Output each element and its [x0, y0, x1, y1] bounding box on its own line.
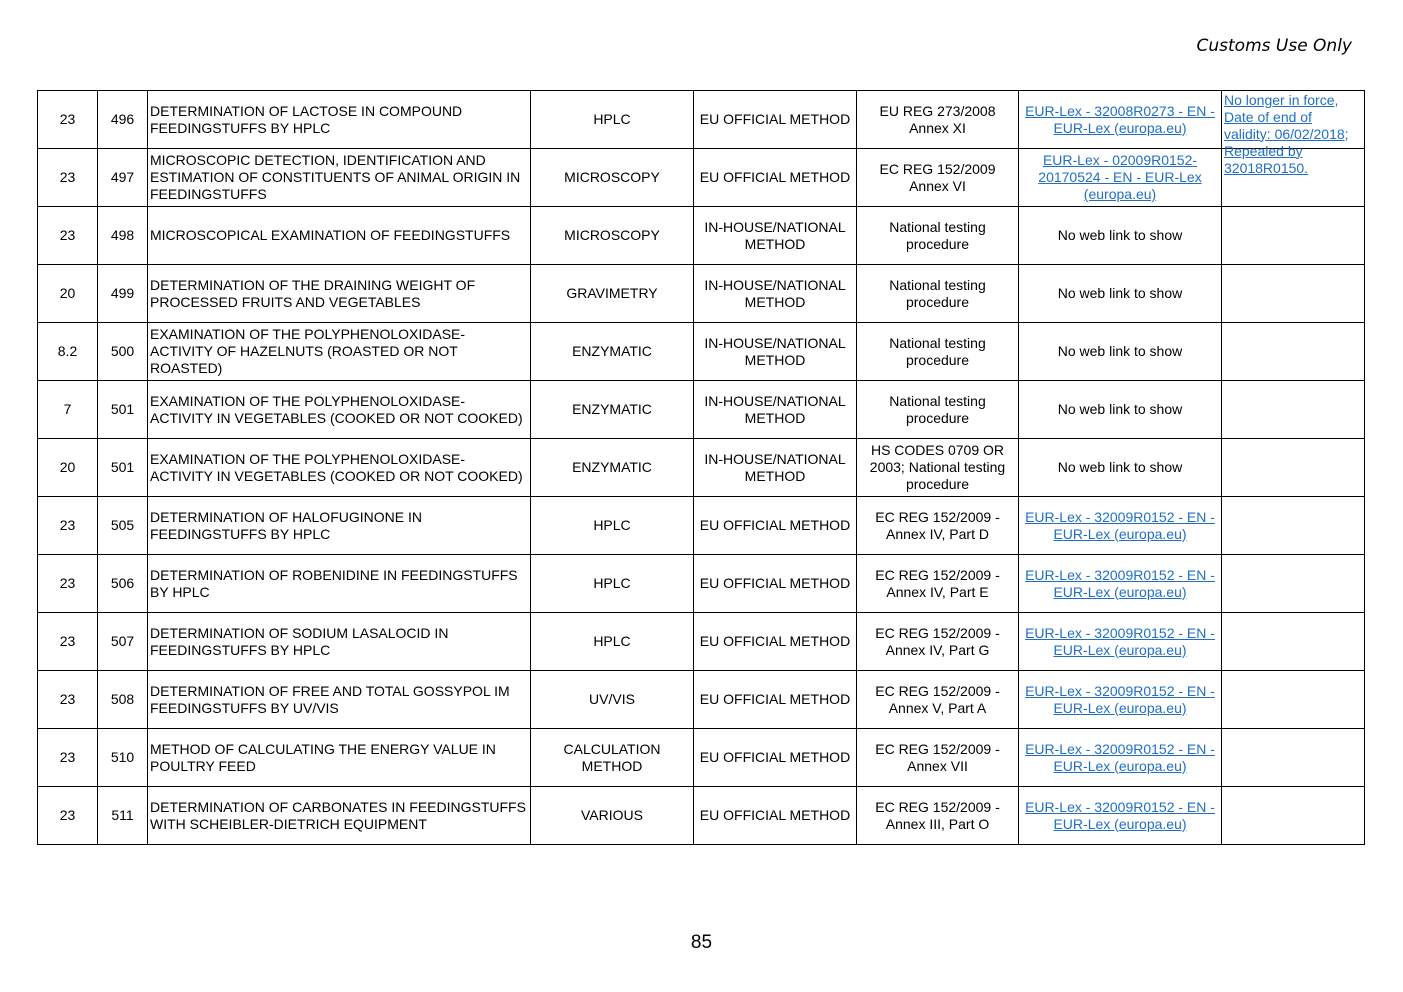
technique-cell: VARIOUS	[531, 787, 694, 845]
method-type-cell: IN-HOUSE/NATIONAL METHOD	[694, 323, 857, 381]
method-number-cell: 510	[98, 729, 148, 787]
method-number-cell: 506	[98, 555, 148, 613]
eur-lex-link[interactable]: EUR-Lex - 32009R0152 - EN - EUR-Lex (europa.eu)	[1025, 798, 1215, 832]
method-number-cell: 501	[98, 381, 148, 439]
table-row	[38, 207, 1365, 265]
technique-cell: ENZYMATIC	[531, 439, 694, 497]
table-row	[38, 265, 1365, 323]
method-number-cell: 508	[98, 671, 148, 729]
method-type-cell: EU OFFICIAL METHOD	[694, 497, 857, 555]
technique-cell: MICROSCOPY	[531, 207, 694, 265]
no-link-text: No web link to show	[1057, 343, 1183, 359]
no-link-text: No web link to show	[1057, 401, 1183, 417]
note-cell	[1222, 497, 1365, 555]
method-number-cell: 499	[98, 265, 148, 323]
description-cell: DETERMINATION OF CARBONATES IN FEEDINGSTUFFS WITH SCHEIBLER-DIETRICH EQUIPMENT	[148, 787, 531, 845]
web-link-cell	[1019, 381, 1222, 439]
chapter-cell: 23	[38, 671, 98, 729]
description-cell: DETERMINATION OF LACTOSE IN COMPOUND FEEDINGSTUFFS BY HPLC	[148, 91, 531, 149]
chapter-cell: 20	[38, 439, 98, 497]
web-link-cell[interactable]	[1019, 91, 1222, 149]
web-link-cell[interactable]	[1019, 555, 1222, 613]
note-cell	[1222, 555, 1365, 613]
chapter-cell: 23	[38, 149, 98, 207]
eur-lex-link[interactable]: EUR-Lex - 32009R0152 - EN - EUR-Lex (europa.eu)	[1025, 508, 1215, 542]
reference-cell: EC REG 152/2009 - Annex IV, Part G	[857, 613, 1019, 671]
note-cell	[1222, 439, 1365, 497]
chapter-cell: 7	[38, 381, 98, 439]
table-row	[38, 555, 1365, 613]
reference-cell: National testing procedure	[857, 265, 1019, 323]
page-number: 85	[690, 932, 713, 953]
method-type-cell: IN-HOUSE/NATIONAL METHOD	[694, 381, 857, 439]
web-link-cell[interactable]	[1019, 671, 1222, 729]
eur-lex-link[interactable]: EUR-Lex - 32009R0152 - EN - EUR-Lex (europa.eu)	[1025, 624, 1215, 658]
note-cell	[1222, 207, 1365, 265]
technique-cell: HPLC	[531, 555, 694, 613]
note-cell	[1222, 323, 1365, 381]
reference-cell: National testing procedure	[857, 323, 1019, 381]
web-link-cell	[1019, 323, 1222, 381]
method-type-cell: IN-HOUSE/NATIONAL METHOD	[694, 207, 857, 265]
technique-cell: CALCULATION METHOD	[531, 729, 694, 787]
chapter-cell: 23	[38, 207, 98, 265]
table-row	[38, 671, 1365, 729]
description-cell: DETERMINATION OF HALOFUGINONE IN FEEDINGSTUFFS BY HPLC	[148, 497, 531, 555]
reference-cell: EC REG 152/2009 Annex VI	[857, 149, 1019, 207]
technique-cell: MICROSCOPY	[531, 149, 694, 207]
reference-cell: National testing procedure	[857, 207, 1019, 265]
table-row	[38, 787, 1365, 845]
description-cell: EXAMINATION OF THE POLYPHENOLOXIDASE-ACTIVITY OF HAZELNUTS (ROASTED OR NOT ROASTED)	[148, 323, 531, 381]
chapter-cell: 23	[38, 497, 98, 555]
description-cell: DETERMINATION OF THE DRAINING WEIGHT OF PROCESSED FRUITS AND VEGETABLES	[148, 265, 531, 323]
table-row	[38, 613, 1365, 671]
reference-cell: EC REG 152/2009 - Annex IV, Part E	[857, 555, 1019, 613]
no-link-text: No web link to show	[1057, 459, 1183, 475]
table-row	[38, 323, 1365, 381]
eur-lex-link[interactable]: EUR-Lex - 32009R0152 - EN - EUR-Lex (europa.eu)	[1025, 682, 1215, 716]
description-cell: MICROSCOPICAL EXAMINATION OF FEEDINGSTUFFS	[148, 207, 531, 265]
methods-table-body	[38, 91, 1365, 845]
eur-lex-link[interactable]: EUR-Lex - 32008R0273 - EN - EUR-Lex (europa.eu)	[1025, 102, 1215, 136]
reference-cell: EC REG 152/2009 - Annex V, Part A	[857, 671, 1019, 729]
method-type-cell: EU OFFICIAL METHOD	[694, 91, 857, 149]
web-link-cell[interactable]	[1019, 497, 1222, 555]
reference-cell: National testing procedure	[857, 381, 1019, 439]
table-row	[38, 439, 1365, 497]
method-number-cell: 500	[98, 323, 148, 381]
table-row	[38, 497, 1365, 555]
table-row	[38, 729, 1365, 787]
methods-table	[37, 90, 1365, 845]
validity-note-link[interactable]: No longer in force, Date of end of validity: 06/02/2018; Repealed by 32018R0150.	[1224, 91, 1349, 176]
description-cell: DETERMINATION OF FREE AND TOTAL GOSSYPOL IM FEEDINGSTUFFS BY UV/VIS	[148, 671, 531, 729]
note-cell	[1222, 729, 1365, 787]
chapter-cell: 23	[38, 613, 98, 671]
method-type-cell: EU OFFICIAL METHOD	[694, 671, 857, 729]
technique-cell: HPLC	[531, 91, 694, 149]
chapter-cell: 23	[38, 91, 98, 149]
web-link-cell	[1019, 207, 1222, 265]
chapter-cell: 20	[38, 265, 98, 323]
method-number-cell: 507	[98, 613, 148, 671]
method-number-cell: 498	[98, 207, 148, 265]
reference-cell: EC REG 152/2009 - Annex VII	[857, 729, 1019, 787]
chapter-cell: 23	[38, 787, 98, 845]
table-row	[38, 149, 1365, 207]
note-cell	[1222, 671, 1365, 729]
method-type-cell: EU OFFICIAL METHOD	[694, 729, 857, 787]
method-type-cell: EU OFFICIAL METHOD	[694, 555, 857, 613]
table-row	[38, 381, 1365, 439]
description-cell: METHOD OF CALCULATING THE ENERGY VALUE IN POULTRY FEED	[148, 729, 531, 787]
method-type-cell: IN-HOUSE/NATIONAL METHOD	[694, 439, 857, 497]
eur-lex-link[interactable]: EUR-Lex - 32009R0152 - EN - EUR-Lex (europa.eu)	[1025, 566, 1215, 600]
description-cell: MICROSCOPIC DETECTION, IDENTIFICATION AND ESTIMATION OF CONSTITUENTS OF ANIMAL ORIGIN IN FEEDINGSTUFFS	[148, 149, 531, 207]
web-link-cell[interactable]	[1019, 729, 1222, 787]
description-cell: DETERMINATION OF ROBENIDINE IN FEEDINGSTUFFS BY HPLC	[148, 555, 531, 613]
technique-cell: HPLC	[531, 497, 694, 555]
web-link-cell	[1019, 439, 1222, 497]
reference-cell: EU REG 273/2008 Annex XI	[857, 91, 1019, 149]
chapter-cell: 23	[38, 729, 98, 787]
note-cell	[1222, 613, 1365, 671]
no-link-text: No web link to show	[1057, 285, 1183, 301]
method-type-cell: EU OFFICIAL METHOD	[694, 149, 857, 207]
description-cell: EXAMINATION OF THE POLYPHENOLOXIDASE-ACTIVITY IN VEGETABLES (COOKED OR NOT COOKED)	[148, 439, 531, 497]
method-number-cell: 501	[98, 439, 148, 497]
note-cell	[1222, 787, 1365, 845]
eur-lex-link[interactable]: EUR-Lex - 02009R0152-20170524 - EN - EUR-Lex (europa.eu)	[1038, 152, 1202, 202]
method-number-cell: 505	[98, 497, 148, 555]
reference-cell: HS CODES 0709 OR 2003; National testing procedure	[857, 439, 1019, 497]
no-link-text: No web link to show	[1057, 227, 1183, 243]
reference-cell: EC REG 152/2009 - Annex III, Part O	[857, 787, 1019, 845]
web-link-cell	[1019, 265, 1222, 323]
technique-cell: GRAVIMETRY	[531, 265, 694, 323]
chapter-cell: 8.2	[38, 323, 98, 381]
web-link-cell[interactable]	[1019, 613, 1222, 671]
method-type-cell: EU OFFICIAL METHOD	[694, 787, 857, 845]
method-number-cell: 496	[98, 91, 148, 149]
technique-cell: HPLC	[531, 613, 694, 671]
method-type-cell: EU OFFICIAL METHOD	[694, 613, 857, 671]
note-cell[interactable]	[1222, 91, 1365, 176]
note-cell	[1222, 381, 1365, 439]
chapter-cell: 23	[38, 555, 98, 613]
technique-cell: ENZYMATIC	[531, 381, 694, 439]
method-number-cell: 497	[98, 149, 148, 207]
technique-cell: ENZYMATIC	[531, 323, 694, 381]
table-row	[38, 91, 1365, 149]
reference-cell: EC REG 152/2009 - Annex IV, Part D	[857, 497, 1019, 555]
web-link-cell[interactable]	[1019, 787, 1222, 845]
description-cell: EXAMINATION OF THE POLYPHENOLOXIDASE-ACTIVITY IN VEGETABLES (COOKED OR NOT COOKED)	[148, 381, 531, 439]
method-number-cell: 511	[98, 787, 148, 845]
eur-lex-link[interactable]: EUR-Lex - 32009R0152 - EN - EUR-Lex (europa.eu)	[1025, 740, 1215, 774]
description-cell: DETERMINATION OF SODIUM LASALOCID IN FEEDINGSTUFFS BY HPLC	[148, 613, 531, 671]
method-type-cell: IN-HOUSE/NATIONAL METHOD	[694, 265, 857, 323]
note-cell	[1222, 265, 1365, 323]
technique-cell: UV/VIS	[531, 671, 694, 729]
header-note: Customs Use Only	[1196, 36, 1352, 56]
web-link-cell[interactable]	[1019, 149, 1222, 207]
